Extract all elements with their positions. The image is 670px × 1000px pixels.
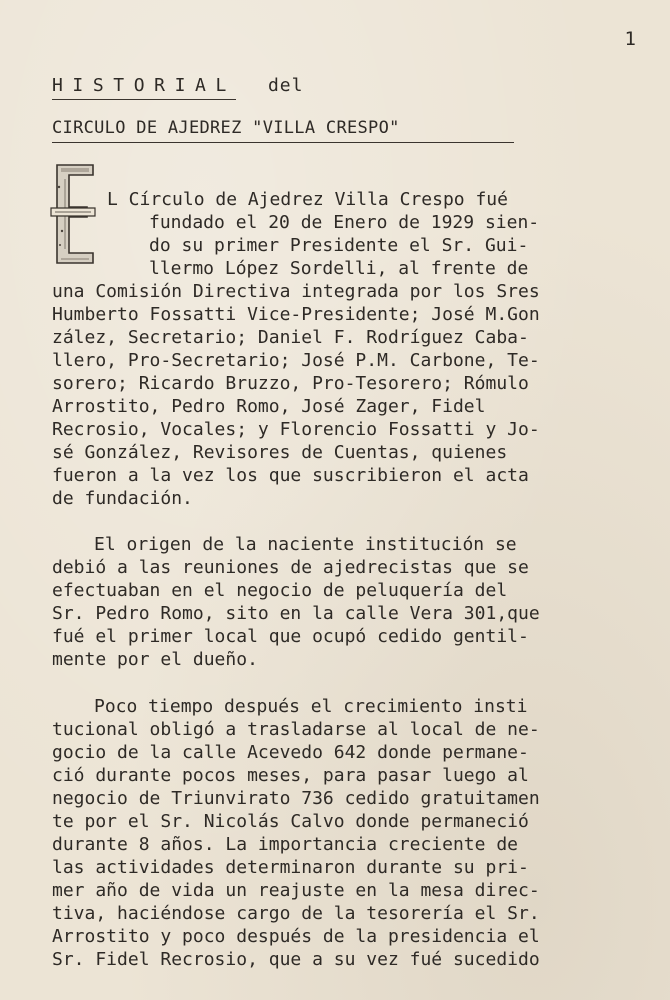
paragraph-3-line: tucional obligó a trasladarse al local de ne- [52, 719, 540, 740]
title-historial: HISTORIAL [52, 75, 236, 100]
paragraph-1-line: Arrostito, Pedro Romo, José Zager, Fidel [52, 396, 486, 417]
paragraph-2-line: El origen de la naciente institución se [94, 534, 517, 555]
paragraph-3-line: gocio de la calle Acevedo 642 donde permane- [52, 742, 529, 763]
paragraph-3-line: durante 8 años. La importancia creciente de [52, 834, 518, 855]
paragraph-2-line: efectuaban en el negocio de peluquería del [52, 580, 508, 601]
paragraph-1-line: fundado el 20 de Enero de 1929 sien- [149, 212, 540, 233]
paragraph-1-line: llermo López Sordelli, al frente de [149, 258, 529, 279]
paragraph-3-line: negocio de Triunvirato 736 cedido gratuitamen [52, 788, 540, 809]
paragraph-3-line: Poco tiempo después el crecimiento insti [94, 696, 528, 717]
paragraph-3-line: Sr. Fidel Recrosio, que a su vez fué sucedido [52, 949, 540, 970]
paragraph-2-line: debió a las reuniones de ajedrecistas que se [52, 557, 529, 578]
paragraph-1-line: zález, Secretario; Daniel F. Rodríguez Caba- [52, 327, 529, 348]
title-connector: del [267, 75, 304, 96]
paragraph-3-line: ció durante pocos meses, para pasar luego al [52, 765, 529, 786]
paragraph-3-line: mer año de vida un reajuste en la mesa direc- [52, 880, 540, 901]
paragraph-1-line: de fundación. [52, 488, 193, 509]
paragraph-1-line: una Comisión Directiva integrada por los Sres [52, 281, 540, 302]
paragraph-2-line: fué el primer local que ocupó cedido gentil- [52, 626, 529, 647]
paragraph-3-line: tiva, haciéndose cargo de la tesorería el Sr. [52, 903, 540, 924]
paragraph-1-line: sé González, Revisores de Cuentas, quienes [52, 442, 508, 463]
paragraph-3-line: las actividades determinaron durante su pri- [52, 857, 529, 878]
paragraph-2-line: Sr. Pedro Romo, sito en la calle Vera 301,que [52, 603, 540, 624]
paragraph-1-line: Recrosio, Vocales; y Florencio Fossatti y Jo- [52, 419, 540, 440]
paragraph-3-line: te por el Sr. Nicolás Calvo donde permaneció [52, 811, 529, 832]
paragraph-1-line: do su primer Presidente el Sr. Gui- [149, 235, 529, 256]
paragraph-3-line: Arrostito y poco después de la presidencia el [52, 926, 540, 947]
page-number: 1 [624, 28, 637, 50]
document-subtitle: CIRCULO DE AJEDREZ "VILLA CRESPO" [52, 118, 514, 143]
paragraph-1-line: fueron a la vez los que suscribieron el acta [52, 465, 529, 486]
paragraph-1-line: L Círculo de Ajedrez Villa Crespo fué [107, 189, 508, 210]
paragraph-1-line: sorero; Ricardo Bruzzo, Pro-Tesorero; Rómulo [52, 373, 529, 394]
paragraph-2-line: mente por el dueño. [52, 649, 258, 670]
paragraph-1-line: Humberto Fossatti Vice-Presidente; José M.Gon [52, 304, 540, 325]
paragraph-1-line: llero, Pro-Secretario; José P.M. Carbone, Te- [52, 350, 540, 371]
